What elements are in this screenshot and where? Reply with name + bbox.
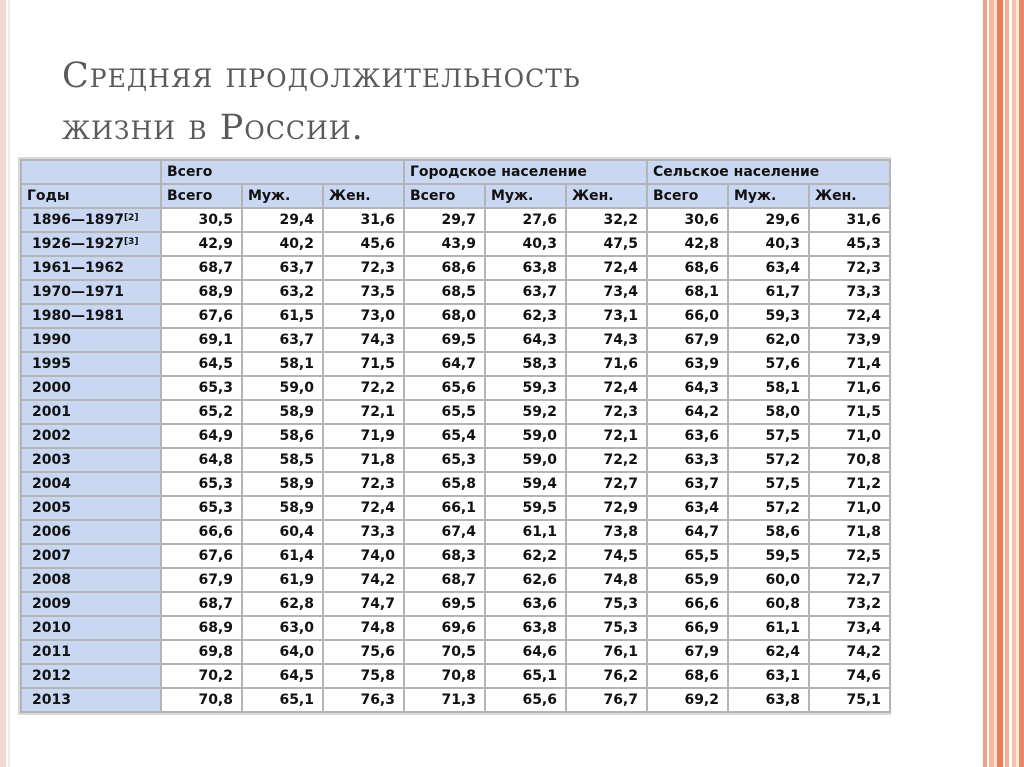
- value-cell: 64,9: [162, 425, 241, 447]
- value-cell: 65,3: [162, 497, 241, 519]
- value-cell: 72,7: [810, 569, 889, 591]
- value-cell: 62,6: [486, 569, 565, 591]
- value-cell: 73,8: [567, 521, 646, 543]
- value-cell: 68,7: [405, 569, 484, 591]
- value-cell: 64,6: [486, 641, 565, 663]
- value-cell: 67,9: [648, 329, 727, 351]
- value-cell: 72,3: [567, 401, 646, 423]
- table-row: [22, 329, 889, 351]
- value-cell: 42,8: [648, 233, 727, 255]
- value-cell: 47,5: [567, 233, 646, 255]
- table-row: [22, 353, 889, 375]
- value-cell: 69,5: [405, 329, 484, 351]
- value-cell: 74,2: [810, 641, 889, 663]
- year-cell: [22, 257, 160, 279]
- value-cell: 59,3: [486, 377, 565, 399]
- value-cell: 57,6: [729, 353, 808, 375]
- year-label: 2000: [32, 380, 71, 396]
- value-cell: 62,8: [243, 593, 322, 615]
- table-row: [22, 593, 889, 615]
- value-cell: 32,2: [567, 209, 646, 231]
- value-cell: 57,2: [729, 497, 808, 519]
- value-cell: 73,2: [810, 593, 889, 615]
- year-cell: [22, 353, 160, 375]
- value-cell: 72,2: [324, 377, 403, 399]
- sub-header-cell: Всего: [405, 185, 484, 207]
- sub-header-cell: Всего: [162, 185, 241, 207]
- year-label: 2002: [32, 428, 71, 444]
- life-expectancy-table-frame: [18, 157, 891, 715]
- value-cell: 63,1: [729, 665, 808, 687]
- year-cell: [22, 617, 160, 639]
- year-label: 2004: [32, 476, 71, 492]
- header-corner-cell: [22, 161, 160, 183]
- value-cell: 71,0: [810, 425, 889, 447]
- year-cell: [22, 281, 160, 303]
- value-cell: 73,3: [810, 281, 889, 303]
- value-cell: 59,0: [243, 377, 322, 399]
- value-cell: 69,1: [162, 329, 241, 351]
- value-cell: 68,7: [162, 593, 241, 615]
- value-cell: 65,3: [162, 473, 241, 495]
- year-cell: [22, 593, 160, 615]
- value-cell: 59,3: [729, 305, 808, 327]
- year-label: 1990: [32, 332, 71, 348]
- value-cell: 57,2: [729, 449, 808, 471]
- year-cell: [22, 569, 160, 591]
- value-cell: 64,7: [405, 353, 484, 375]
- value-cell: 70,8: [162, 689, 241, 711]
- value-cell: 76,7: [567, 689, 646, 711]
- value-cell: 71,4: [810, 353, 889, 375]
- value-cell: 63,7: [243, 329, 322, 351]
- year-cell: [22, 521, 160, 543]
- value-cell: 61,7: [729, 281, 808, 303]
- value-cell: 64,2: [648, 401, 727, 423]
- value-cell: 73,5: [324, 281, 403, 303]
- value-cell: 68,9: [162, 617, 241, 639]
- value-cell: 74,0: [324, 545, 403, 567]
- value-cell: 64,7: [648, 521, 727, 543]
- sub-header-cell: Муж.: [486, 185, 565, 207]
- value-cell: 74,8: [324, 617, 403, 639]
- value-cell: 63,7: [486, 281, 565, 303]
- sub-header-cell: Жен.: [567, 185, 646, 207]
- value-cell: 60,4: [243, 521, 322, 543]
- value-cell: 63,4: [729, 257, 808, 279]
- group-header-urban: Городское население: [405, 161, 646, 183]
- value-cell: 58,1: [729, 377, 808, 399]
- value-cell: 75,3: [567, 617, 646, 639]
- value-cell: 74,6: [810, 665, 889, 687]
- year-cell: [22, 665, 160, 687]
- value-cell: 58,9: [243, 401, 322, 423]
- value-cell: 71,5: [324, 353, 403, 375]
- group-header-row: [22, 161, 889, 183]
- value-cell: 72,4: [567, 257, 646, 279]
- table-row: [22, 305, 889, 327]
- value-cell: 40,2: [243, 233, 322, 255]
- year-cell: [22, 497, 160, 519]
- value-cell: 29,7: [405, 209, 484, 231]
- value-cell: 63,8: [729, 689, 808, 711]
- value-cell: 74,8: [567, 569, 646, 591]
- table-row: [22, 377, 889, 399]
- value-cell: 57,5: [729, 473, 808, 495]
- value-cell: 45,3: [810, 233, 889, 255]
- value-cell: 66,9: [648, 617, 727, 639]
- year-label: 1926—1927: [32, 236, 124, 252]
- value-cell: 72,4: [810, 305, 889, 327]
- value-cell: 68,3: [405, 545, 484, 567]
- value-cell: 61,5: [243, 305, 322, 327]
- slide-title-line-1: Средняя продолжительность: [62, 56, 581, 96]
- value-cell: 74,2: [324, 569, 403, 591]
- value-cell: 67,9: [162, 569, 241, 591]
- value-cell: 65,3: [405, 449, 484, 471]
- value-cell: 67,9: [648, 641, 727, 663]
- value-cell: 72,5: [810, 545, 889, 567]
- value-cell: 40,3: [486, 233, 565, 255]
- table-row: [22, 281, 889, 303]
- value-cell: 70,8: [405, 665, 484, 687]
- value-cell: 67,4: [405, 521, 484, 543]
- value-cell: 62,4: [729, 641, 808, 663]
- year-cell: [22, 329, 160, 351]
- value-cell: 63,4: [648, 497, 727, 519]
- year-label: 2003: [32, 452, 71, 468]
- value-cell: 65,2: [162, 401, 241, 423]
- value-cell: 64,5: [243, 665, 322, 687]
- value-cell: 29,6: [729, 209, 808, 231]
- value-cell: 72,3: [324, 257, 403, 279]
- year-cell: [22, 401, 160, 423]
- value-cell: 72,4: [567, 377, 646, 399]
- life-expectancy-table: [20, 159, 891, 713]
- value-cell: 68,7: [162, 257, 241, 279]
- table-row: [22, 497, 889, 519]
- value-cell: 72,3: [324, 473, 403, 495]
- table-row: [22, 689, 889, 711]
- value-cell: 64,0: [243, 641, 322, 663]
- table-row: [22, 233, 889, 255]
- value-cell: 71,8: [324, 449, 403, 471]
- year-cell: [22, 233, 160, 255]
- value-cell: 45,6: [324, 233, 403, 255]
- value-cell: 64,3: [486, 329, 565, 351]
- value-cell: 72,1: [567, 425, 646, 447]
- table-row: [22, 209, 889, 231]
- value-cell: 59,0: [486, 425, 565, 447]
- table-row: [22, 665, 889, 687]
- table-row: [22, 449, 889, 471]
- table-row: [22, 425, 889, 447]
- year-cell: [22, 305, 160, 327]
- value-cell: 65,6: [405, 377, 484, 399]
- value-cell: 59,2: [486, 401, 565, 423]
- value-cell: 58,1: [243, 353, 322, 375]
- value-cell: 71,6: [567, 353, 646, 375]
- value-cell: 68,9: [162, 281, 241, 303]
- value-cell: 58,9: [243, 497, 322, 519]
- value-cell: 65,4: [405, 425, 484, 447]
- value-cell: 63,6: [486, 593, 565, 615]
- year-label: 2005: [32, 500, 71, 516]
- value-cell: 72,2: [567, 449, 646, 471]
- value-cell: 61,4: [243, 545, 322, 567]
- value-cell: 68,6: [648, 665, 727, 687]
- value-cell: 66,1: [405, 497, 484, 519]
- value-cell: 68,0: [405, 305, 484, 327]
- year-cell: [22, 425, 160, 447]
- value-cell: 72,4: [324, 497, 403, 519]
- value-cell: 65,9: [648, 569, 727, 591]
- value-cell: 63,8: [486, 257, 565, 279]
- value-cell: 71,0: [810, 497, 889, 519]
- value-cell: 58,5: [243, 449, 322, 471]
- year-label: 2011: [32, 644, 71, 660]
- value-cell: 66,6: [648, 593, 727, 615]
- value-cell: 72,1: [324, 401, 403, 423]
- year-cell: [22, 377, 160, 399]
- value-cell: 65,1: [486, 665, 565, 687]
- value-cell: 76,3: [324, 689, 403, 711]
- table-row: [22, 521, 889, 543]
- value-cell: 63,3: [648, 449, 727, 471]
- value-cell: 42,9: [162, 233, 241, 255]
- value-cell: 63,7: [243, 257, 322, 279]
- footnote-ref[interactable]: [3]: [123, 237, 139, 247]
- value-cell: 58,6: [243, 425, 322, 447]
- left-slide-border: [0, 0, 6, 767]
- value-cell: 65,6: [486, 689, 565, 711]
- value-cell: 63,0: [243, 617, 322, 639]
- year-label: 2013: [32, 692, 71, 708]
- value-cell: 61,9: [243, 569, 322, 591]
- value-cell: 73,3: [324, 521, 403, 543]
- table-row: [22, 569, 889, 591]
- value-cell: 70,2: [162, 665, 241, 687]
- value-cell: 65,5: [648, 545, 727, 567]
- value-cell: 58,9: [243, 473, 322, 495]
- value-cell: 73,4: [810, 617, 889, 639]
- year-cell: [22, 545, 160, 567]
- value-cell: 69,5: [405, 593, 484, 615]
- value-cell: 71,5: [810, 401, 889, 423]
- value-cell: 69,8: [162, 641, 241, 663]
- value-cell: 67,6: [162, 305, 241, 327]
- value-cell: 71,6: [810, 377, 889, 399]
- year-label: 2001: [32, 404, 71, 420]
- table-body: [22, 209, 889, 711]
- value-cell: 59,0: [486, 449, 565, 471]
- right-decorative-stripes: [980, 0, 1024, 767]
- value-cell: 75,6: [324, 641, 403, 663]
- value-cell: 76,2: [567, 665, 646, 687]
- value-cell: 63,7: [648, 473, 727, 495]
- sub-header-cell: Муж.: [729, 185, 808, 207]
- value-cell: 59,5: [486, 497, 565, 519]
- value-cell: 30,5: [162, 209, 241, 231]
- value-cell: 63,2: [243, 281, 322, 303]
- value-cell: 70,8: [810, 449, 889, 471]
- value-cell: 72,9: [567, 497, 646, 519]
- value-cell: 31,6: [324, 209, 403, 231]
- sub-header-cell: Жен.: [810, 185, 889, 207]
- year-label: 2008: [32, 572, 71, 588]
- value-cell: 65,5: [405, 401, 484, 423]
- year-label: 1995: [32, 356, 71, 372]
- value-cell: 74,3: [324, 329, 403, 351]
- value-cell: 64,3: [648, 377, 727, 399]
- sub-header-cell: Муж.: [243, 185, 322, 207]
- value-cell: 58,3: [486, 353, 565, 375]
- value-cell: 58,0: [729, 401, 808, 423]
- value-cell: 68,6: [648, 257, 727, 279]
- value-cell: 73,0: [324, 305, 403, 327]
- value-cell: 64,5: [162, 353, 241, 375]
- value-cell: 71,3: [405, 689, 484, 711]
- table-row: [22, 545, 889, 567]
- value-cell: 66,0: [648, 305, 727, 327]
- sub-header-cell: Жен.: [324, 185, 403, 207]
- value-cell: 58,6: [729, 521, 808, 543]
- value-cell: 75,1: [810, 689, 889, 711]
- year-label: 2012: [32, 668, 71, 684]
- group-header-rural: Сельское население: [648, 161, 889, 183]
- slide-title: [62, 50, 581, 154]
- year-label: 1980—1981: [32, 308, 124, 324]
- value-cell: 69,6: [405, 617, 484, 639]
- year-label: 1896—1897: [32, 212, 124, 228]
- value-cell: 74,5: [567, 545, 646, 567]
- value-cell: 75,3: [567, 593, 646, 615]
- value-cell: 27,6: [486, 209, 565, 231]
- value-cell: 62,0: [729, 329, 808, 351]
- value-cell: 65,8: [405, 473, 484, 495]
- value-cell: 63,9: [648, 353, 727, 375]
- year-label: 2010: [32, 620, 71, 636]
- value-cell: 62,2: [486, 545, 565, 567]
- value-cell: 63,6: [648, 425, 727, 447]
- value-cell: 73,9: [810, 329, 889, 351]
- value-cell: 72,7: [567, 473, 646, 495]
- value-cell: 60,0: [729, 569, 808, 591]
- value-cell: 75,8: [324, 665, 403, 687]
- year-label: 1970—1971: [32, 284, 124, 300]
- value-cell: 71,2: [810, 473, 889, 495]
- value-cell: 65,3: [162, 377, 241, 399]
- year-label: 1961—1962: [32, 260, 124, 276]
- year-cell: [22, 209, 160, 231]
- value-cell: 61,1: [486, 521, 565, 543]
- table-row: [22, 257, 889, 279]
- year-cell: [22, 449, 160, 471]
- years-header: Годы: [22, 185, 160, 207]
- value-cell: 62,3: [486, 305, 565, 327]
- value-cell: 68,5: [405, 281, 484, 303]
- value-cell: 65,1: [243, 689, 322, 711]
- value-cell: 68,1: [648, 281, 727, 303]
- value-cell: 73,1: [567, 305, 646, 327]
- value-cell: 59,5: [729, 545, 808, 567]
- value-cell: 66,6: [162, 521, 241, 543]
- year-label: 2007: [32, 548, 71, 564]
- value-cell: 73,4: [567, 281, 646, 303]
- table-row: [22, 617, 889, 639]
- value-cell: 57,5: [729, 425, 808, 447]
- stripe: [1019, 0, 1024, 767]
- value-cell: 71,9: [324, 425, 403, 447]
- year-label: 2006: [32, 524, 71, 540]
- table-row: [22, 641, 889, 663]
- value-cell: 43,9: [405, 233, 484, 255]
- value-cell: 61,1: [729, 617, 808, 639]
- value-cell: 30,6: [648, 209, 727, 231]
- value-cell: 76,1: [567, 641, 646, 663]
- value-cell: 71,8: [810, 521, 889, 543]
- value-cell: 40,3: [729, 233, 808, 255]
- value-cell: 60,8: [729, 593, 808, 615]
- year-label: 2009: [32, 596, 71, 612]
- value-cell: 29,4: [243, 209, 322, 231]
- year-cell: [22, 641, 160, 663]
- left-slide-border-inner: [8, 0, 10, 767]
- year-cell: [22, 473, 160, 495]
- table-row: [22, 473, 889, 495]
- group-header-total: Всего: [162, 161, 403, 183]
- value-cell: 74,3: [567, 329, 646, 351]
- value-cell: 72,3: [810, 257, 889, 279]
- value-cell: 67,6: [162, 545, 241, 567]
- footnote-ref[interactable]: [2]: [123, 213, 139, 223]
- value-cell: 64,8: [162, 449, 241, 471]
- sub-header-row: [22, 185, 889, 207]
- slide-title-line-2: жизни в России.: [62, 108, 364, 148]
- table-row: [22, 401, 889, 423]
- value-cell: 68,6: [405, 257, 484, 279]
- year-cell: [22, 689, 160, 711]
- value-cell: 31,6: [810, 209, 889, 231]
- sub-header-cell: Всего: [648, 185, 727, 207]
- value-cell: 70,5: [405, 641, 484, 663]
- value-cell: 63,8: [486, 617, 565, 639]
- value-cell: 59,4: [486, 473, 565, 495]
- value-cell: 74,7: [324, 593, 403, 615]
- value-cell: 69,2: [648, 689, 727, 711]
